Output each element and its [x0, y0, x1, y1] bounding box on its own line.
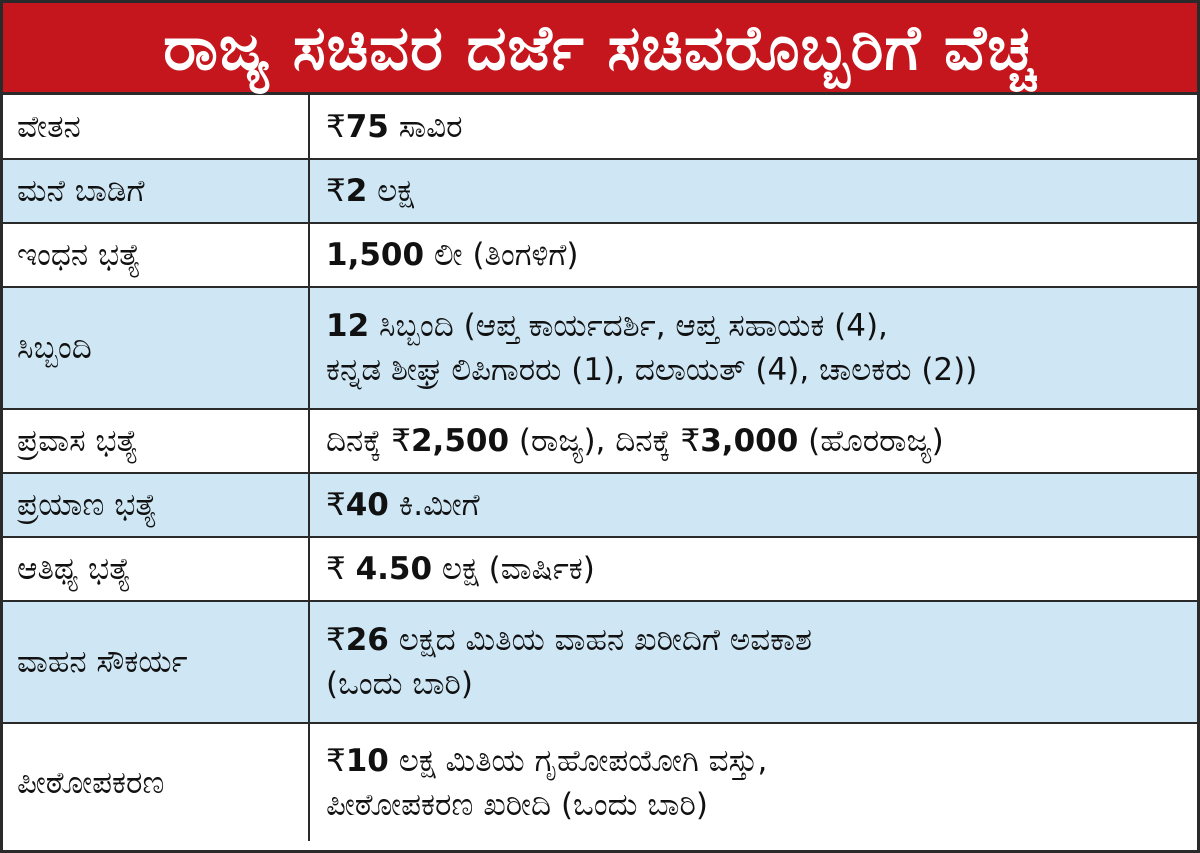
value-text: (ಹೊರರಾಜ್ಯ) — [798, 423, 944, 459]
row-value — [309, 95, 1197, 159]
value-number: 3,000 — [700, 423, 799, 459]
row-value — [309, 287, 1197, 409]
value-line — [326, 662, 1183, 706]
value-text: ₹ — [326, 742, 346, 779]
value-text: ₹ — [326, 487, 346, 523]
row-label: ವಾಹನ ಸೌಕರ್ಯ — [3, 601, 309, 723]
value-line — [326, 618, 1183, 662]
value-number: 12 — [326, 308, 370, 344]
value-number: 2 — [345, 173, 368, 209]
row-value — [309, 223, 1197, 287]
table-row — [3, 287, 1197, 409]
row-label: ವೇತನ — [3, 95, 309, 159]
value-text: ಲಕ್ಷ — [367, 173, 415, 209]
row-label: ಪ್ರಯಾಣ ಭತ್ಯೆ — [3, 473, 309, 537]
value-number: 10 — [345, 742, 389, 779]
page-title: ರಾಜ್ಯ ಸಚಿವರ ದರ್ಜೆ ಸಚಿವರೊಬ್ಬರಿಗೆ ವೆಚ್ಚ — [163, 10, 1037, 84]
title-banner — [3, 3, 1197, 95]
row-value — [309, 723, 1197, 841]
value-number: 2,500 — [410, 423, 510, 459]
value-text: ₹ — [326, 622, 346, 658]
value-number: 26 — [345, 622, 389, 658]
row-label: ಸಿಬ್ಬಂದಿ — [3, 287, 309, 409]
value-text: ಕಿ.ಮೀಗೆ — [388, 487, 480, 523]
row-value — [309, 473, 1197, 537]
value-text: ಸಾವಿರ — [388, 108, 463, 145]
table-row — [3, 723, 1197, 841]
row-value — [309, 159, 1197, 223]
value-text: ಸಿಬ್ಬಂದಿ (ಆಪ್ತ ಕಾರ್ಯದರ್ಶಿ, ಆಪ್ತ ಸಹಾಯಕ (4), — [369, 308, 888, 344]
table-row — [3, 537, 1197, 601]
value-number: 1,500 — [326, 237, 425, 273]
value-text: (ರಾಜ್ಯ), ದಿನಕ್ಕೆ ₹ — [509, 423, 701, 459]
table-row — [3, 223, 1197, 287]
row-label: ಮನೆ ಬಾಡಿಗೆ — [3, 159, 309, 223]
row-value — [309, 601, 1197, 723]
value-text: ಲೀ (ತಿಂಗಳಿಗೆ) — [424, 237, 579, 273]
value-line — [326, 783, 1183, 827]
value-text: ₹ — [326, 551, 356, 587]
table-row — [3, 409, 1197, 473]
value-text: ಪೀಠೋಪಕರಣ ಖರೀದಿ (ಒಂದು ಬಾರಿ) — [326, 786, 708, 823]
table-row — [3, 473, 1197, 537]
value-line — [326, 547, 1183, 591]
value-line — [326, 419, 1183, 463]
value-number: 4.50 — [355, 551, 433, 587]
value-text: ಲಕ್ಷ (ವಾರ್ಷಿಕ) — [432, 551, 595, 587]
allowance-table-body — [3, 95, 1197, 841]
row-label: ಪೀಠೋಪಕರಣ — [3, 723, 309, 841]
table-row — [3, 95, 1197, 159]
value-text: ದಿನಕ್ಕೆ ₹ — [326, 423, 411, 459]
row-label: ಇಂಧನ ಭತ್ಯೆ — [3, 223, 309, 287]
row-value — [309, 409, 1197, 473]
value-line — [326, 105, 1183, 149]
value-text: ₹ — [326, 108, 346, 145]
value-text: ಕನ್ನಡ ಶೀಘ್ರ ಲಿಪಿಗಾರರು (1), ದಲಾಯತ್ (4), ಚಾಲಕರು (2)) — [326, 352, 978, 388]
row-value — [309, 537, 1197, 601]
value-number: 75 — [345, 108, 389, 145]
value-line — [326, 169, 1183, 213]
row-label: ಪ್ರವಾಸ ಭತ್ಯೆ — [3, 409, 309, 473]
row-label: ಆತಿಥ್ಯ ಭತ್ಯೆ — [3, 537, 309, 601]
table-row — [3, 601, 1197, 723]
value-line — [326, 483, 1183, 527]
value-text: ₹ — [326, 173, 346, 209]
value-line — [326, 348, 1183, 392]
value-text: ಲಕ್ಷ ಮಿತಿಯ ಗೃಹೋಪಯೋಗಿ ವಸ್ತು, — [388, 742, 768, 779]
value-text: ಲಕ್ಷದ ಮಿತಿಯ ವಾಹನ ಖರೀದಿಗೆ ಅವಕಾಶ — [388, 622, 813, 658]
value-line — [326, 304, 1183, 348]
allowance-table — [3, 95, 1197, 841]
table-row — [3, 159, 1197, 223]
value-text: (ಒಂದು ಬಾರಿ) — [326, 666, 473, 702]
value-line — [326, 233, 1183, 277]
value-number: 40 — [345, 487, 389, 523]
value-line — [326, 739, 1183, 783]
